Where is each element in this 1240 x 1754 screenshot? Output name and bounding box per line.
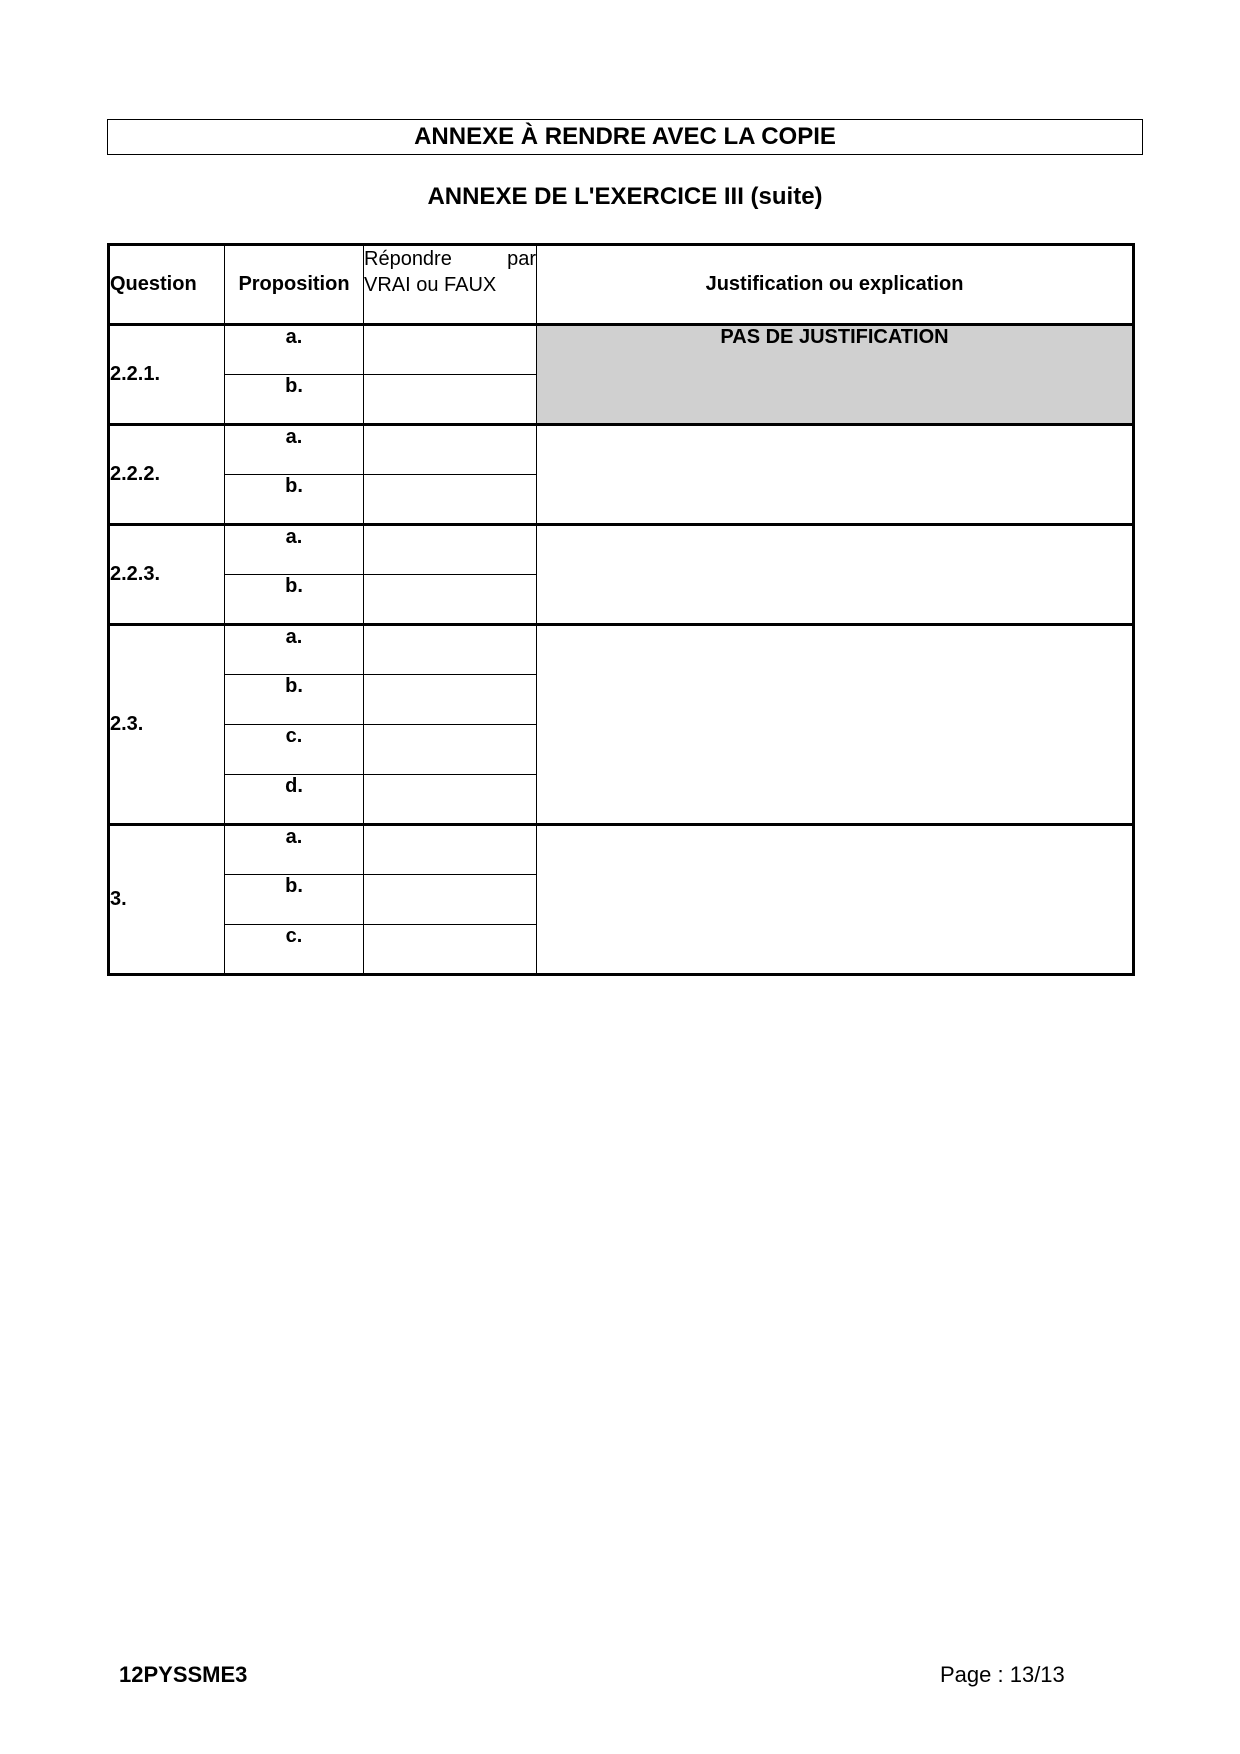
answer-cell[interactable] — [364, 825, 537, 875]
document-code: 12PYSSME3 — [119, 1662, 248, 1687]
table-row — [109, 525, 1134, 575]
header-answer-line1: Répondre par — [364, 248, 536, 270]
proposition-label: b. — [225, 475, 364, 525]
table-row — [109, 825, 1134, 875]
table-row — [109, 325, 1134, 375]
question-number: 3. — [109, 825, 225, 975]
answer-cell[interactable] — [364, 725, 537, 775]
question-number: 2.2.3. — [109, 525, 225, 625]
answer-cell[interactable] — [364, 675, 537, 725]
header-answer — [364, 245, 537, 325]
justification-cell[interactable] — [537, 825, 1134, 975]
question-number: 2.3. — [109, 625, 225, 825]
proposition-label: a. — [225, 325, 364, 375]
proposition-label: a. — [225, 625, 364, 675]
proposition-label: c. — [225, 725, 364, 775]
table-row — [109, 425, 1134, 475]
header-justification: Justification ou explication — [537, 245, 1134, 325]
proposition-label: a. — [225, 425, 364, 475]
answer-cell[interactable] — [364, 625, 537, 675]
justification-cell[interactable] — [537, 525, 1134, 625]
exercise-subtitle: ANNEXE DE L'EXERCICE III (suite) — [427, 183, 823, 210]
answer-cell[interactable] — [364, 525, 537, 575]
header-question: Question — [109, 245, 225, 325]
answer-cell[interactable] — [364, 575, 537, 625]
answer-cell[interactable] — [364, 425, 537, 475]
proposition-label: b. — [225, 575, 364, 625]
answer-table — [107, 243, 1135, 976]
header-proposition: Proposition — [225, 245, 364, 325]
annex-title-box — [107, 119, 1143, 155]
table-header-row — [109, 245, 1134, 325]
header-answer-line2: VRAI ou FAUX — [364, 274, 497, 296]
table-row — [109, 625, 1134, 675]
proposition-label: b. — [225, 675, 364, 725]
question-number: 2.2.2. — [109, 425, 225, 525]
question-number: 2.2.1. — [109, 325, 225, 425]
page-number: Page : 13/13 — [940, 1662, 1065, 1687]
answer-cell[interactable] — [364, 375, 537, 425]
answer-cell[interactable] — [364, 925, 537, 975]
proposition-label: c. — [225, 925, 364, 975]
proposition-label: a. — [225, 525, 364, 575]
no-justification-cell: PAS DE JUSTIFICATION — [537, 325, 1134, 425]
answer-cell[interactable] — [364, 775, 537, 825]
proposition-label: b. — [225, 375, 364, 425]
answer-cell[interactable] — [364, 875, 537, 925]
annex-title: ANNEXE À RENDRE AVEC LA COPIE — [414, 123, 836, 150]
answer-cell[interactable] — [364, 475, 537, 525]
proposition-label: d. — [225, 775, 364, 825]
justification-cell[interactable] — [537, 425, 1134, 525]
proposition-label: b. — [225, 875, 364, 925]
justification-cell[interactable] — [537, 625, 1134, 825]
answer-cell[interactable] — [364, 325, 537, 375]
proposition-label: a. — [225, 825, 364, 875]
